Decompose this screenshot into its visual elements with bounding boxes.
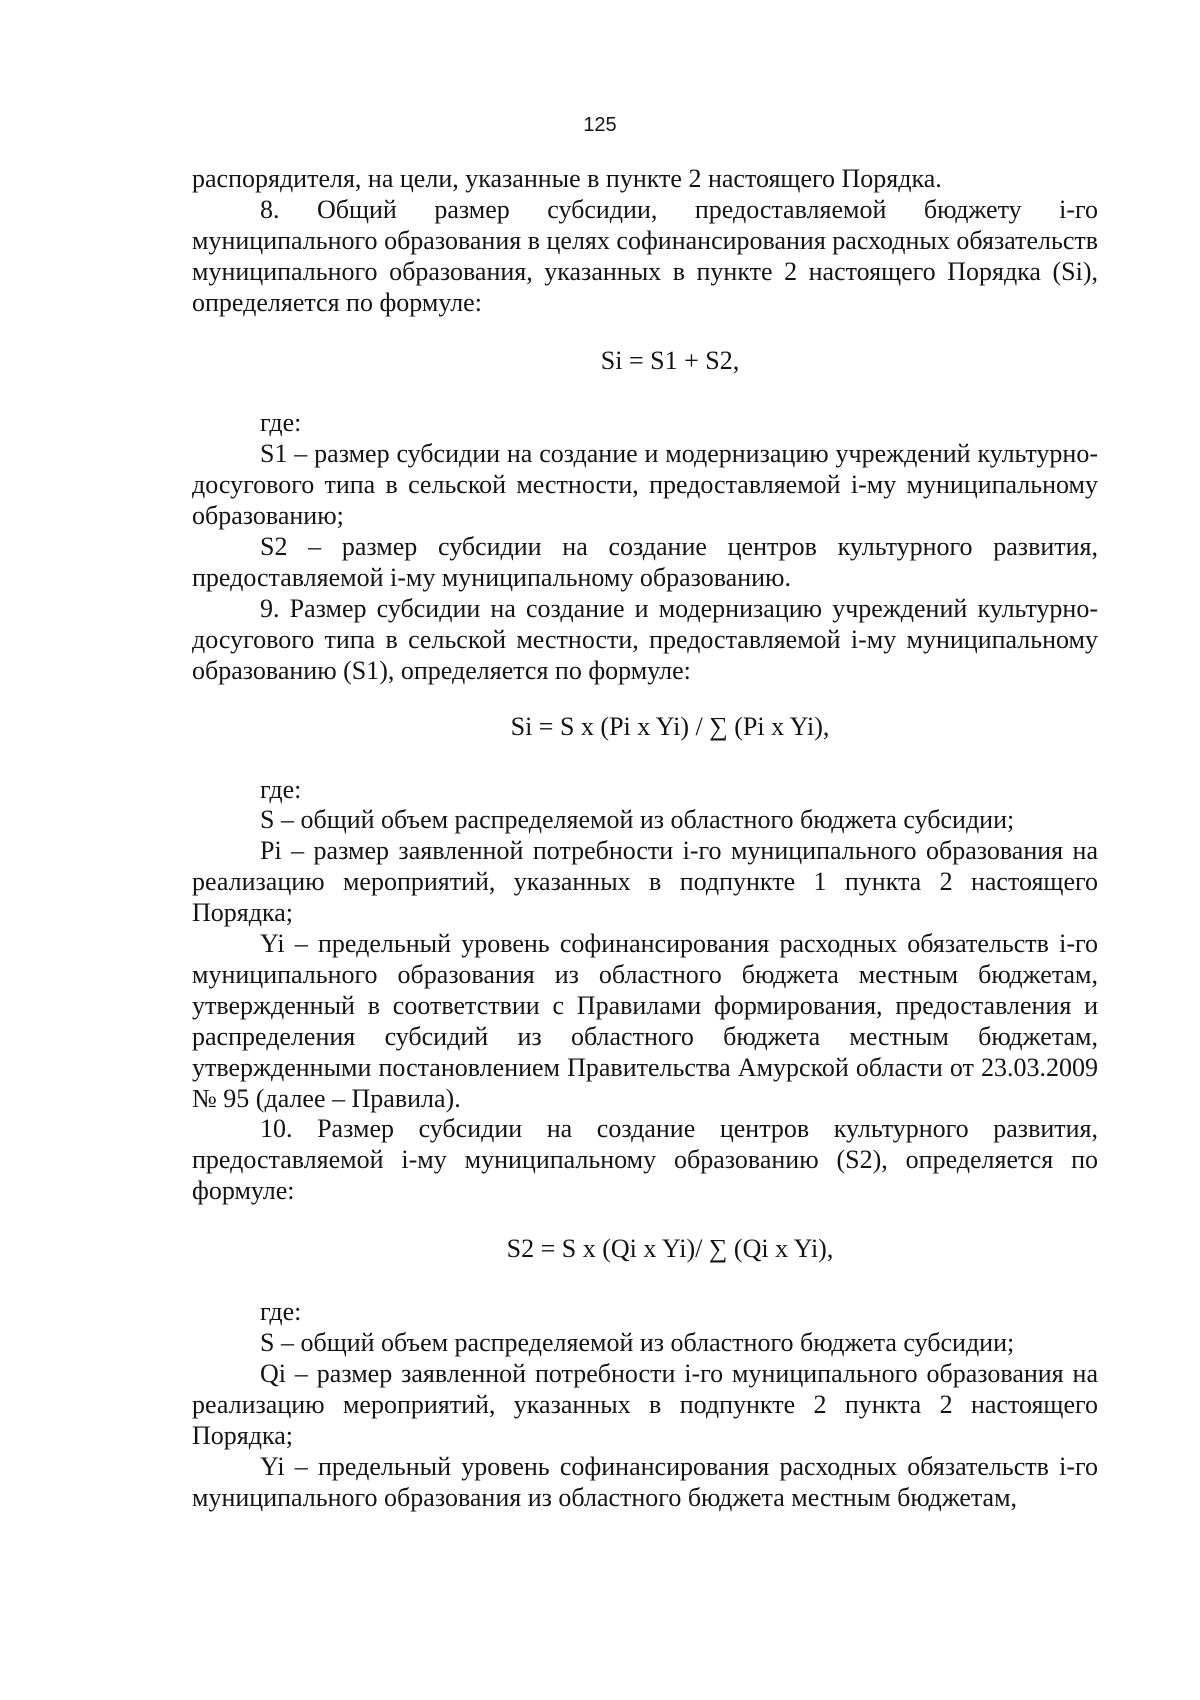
where-label: где: <box>260 774 302 804</box>
paragraph: S – общий объем распределяемой из областного бюджета субсидии; <box>260 805 1015 835</box>
formula: S2 = S x (Qi x Yi)/ ∑ (Qi x Yi), <box>506 1234 834 1264</box>
where-label: где: <box>260 1297 302 1327</box>
paragraph: 9. Размер субсидии на создание и модернизацию учреждений культурно-досугового типа в сельской местности, предоставляемой i-му муниципальному образованию (S1), определяется по формуле: <box>192 593 1098 685</box>
paragraph: S – общий объем распределяемой из областного бюджета субсидии; <box>260 1328 1015 1357</box>
paragraph: 10. Размер субсидии на создание центров культурного развития, предоставляемой i-му муниципальному образованию (S2), определяется по формуле: <box>192 1114 1098 1206</box>
paragraph: S2 – размер субсидии на создание центров культурного развития, предоставляемой i-му муниципальному образованию. <box>192 532 1098 592</box>
paragraph: S1 – размер субсидии на создание и модернизацию учреждений культурно-досугового типа в сельской местности, предоставляемой i-му муниципальному образованию; <box>192 439 1098 531</box>
where-label: где: <box>260 408 302 438</box>
paragraph: 8. Общий размер субсидии, предоставляемой бюджету i-го муниципального образования в целях софинансирования расходных обязательств муниципального образования, указанных в пункте 2 настоящего Порядка (Si), определяется по формуле: <box>192 194 1098 317</box>
formula: Si = S1 + S2, <box>600 345 740 375</box>
document-body <box>192 164 1098 1513</box>
paragraph: Yi – предельный уровень софинансирования расходных обязательств i-го муниципального образования из областного бюджета местным бюджетам, <box>192 1451 1098 1512</box>
paragraph: Yi – предельный уровень софинансирования расходных обязательств i-го муниципального образования из областного бюджета местным бюджетам, утвержденный в соответствии с Правилами формирования, предоставления и распределения субсидий из областного бюджета местным бюджетам, утвержденными постановлением Правительства Амурской области от 23.03.2009 № 95 (далее – Правила). <box>192 929 1098 1113</box>
page-number: 125 <box>583 114 617 136</box>
paragraph: распорядителя, на цели, указанные в пункте 2 настоящего Порядка. <box>192 164 942 193</box>
formula: Si = S x (Pi x Yi) / ∑ (Pi x Yi), <box>510 711 830 741</box>
paragraph: Pi – размер заявленной потребности i-го муниципального образования на реализацию мероприятий, указанных в подпункте 1 пункта 2 настоящего Порядка; <box>192 836 1098 928</box>
paragraph: Qi – размер заявленной потребности i-го муниципального образования на реализацию мероприятий, указанных в подпункте 2 пункта 2 настоящего Порядка; <box>192 1358 1098 1450</box>
